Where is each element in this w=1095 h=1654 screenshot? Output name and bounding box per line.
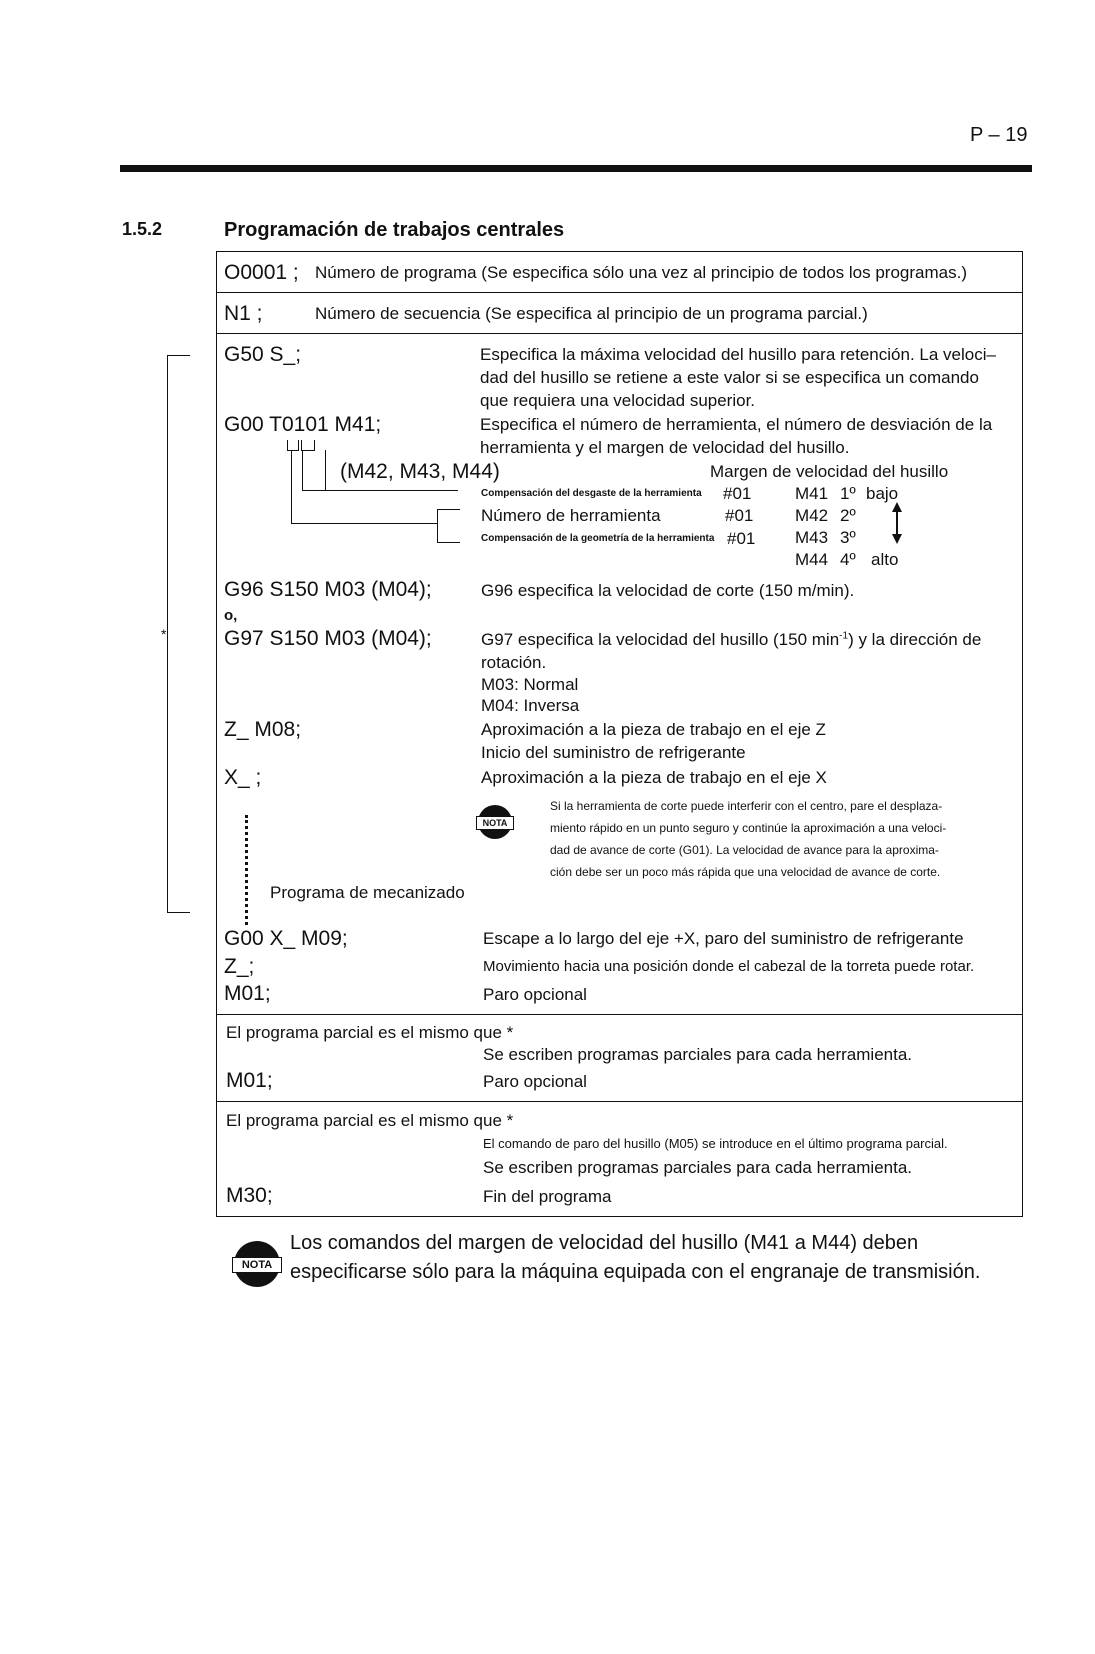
- gear-code: M43: [795, 528, 829, 547]
- m04-desc: M04: Inversa: [481, 696, 580, 715]
- gear-code: M44: [795, 550, 829, 569]
- nota-icon: NOTA: [478, 805, 512, 839]
- g50-line: que requiera una velocidad superior.: [480, 391, 756, 410]
- change-mark: *: [161, 626, 167, 642]
- geometry-bracket: [437, 509, 460, 543]
- m01-code: M01;: [226, 1069, 273, 1092]
- note-line: dad de avance de corte (G01). La velocidad de avance para la aproxima-: [550, 843, 939, 857]
- row-divider: [216, 1014, 1023, 1015]
- tool-row-num: #01: [727, 529, 756, 548]
- z-retract-desc: Movimiento hacia una posición donde el cabezal de la torreta puede rotar.: [483, 958, 975, 975]
- arrow-down-icon: [892, 534, 902, 544]
- m05-note: El comando de paro del husillo (M05) se introduce en el último programa parcial.: [483, 1136, 948, 1151]
- note-line: Si la herramienta de corte puede interferir con el centro, pare el desplaza-: [550, 799, 943, 813]
- m01-desc: Paro opcional: [483, 1072, 587, 1091]
- z-retract-code: Z_;: [224, 955, 255, 978]
- x-approach-code: X_ ;: [224, 766, 262, 789]
- g50-code: G50 S_;: [224, 343, 302, 366]
- program-number-desc: Número de programa (Se especifica sólo una vez al principio de todos los programas.): [315, 263, 967, 282]
- g00-escape-code: G00 X_ M09;: [224, 927, 348, 950]
- m01-desc: Paro opcional: [483, 985, 587, 1004]
- bottom-note-line: especificarse sólo para la máquina equipada con el engranaje de transmisión.: [290, 1261, 981, 1283]
- gear-ord: 3º: [840, 528, 856, 547]
- page-number: P – 19: [970, 124, 1028, 146]
- row-divider: [216, 1101, 1023, 1102]
- gear-ord: 4º: [840, 550, 856, 569]
- z-approach-desc: Aproximación a la pieza de trabajo en el eje Z: [481, 720, 826, 739]
- g97-desc: G97 especifica la velocidad del husillo (150 $\min^{-1}$) y la dirección de: [481, 630, 982, 649]
- bottom-note-line: Los comandos del margen de velocidad del husillo (M41 a M44) deben: [290, 1232, 919, 1254]
- change-bar: [167, 355, 190, 913]
- g00-tool-code: G00 T0101 M41;: [224, 413, 382, 436]
- dotted-continuation: [245, 815, 248, 925]
- partial-program-desc: Se escriben programas parciales para cada herramienta.: [483, 1045, 913, 1064]
- gear-code: M41: [795, 484, 829, 503]
- gear-code: M42: [795, 506, 829, 525]
- note-line: miento rápido en un punto seguro y continúe la aproximación a una veloci-: [550, 821, 947, 835]
- sequence-number-code: N1 ;: [224, 302, 263, 325]
- range-header: Margen de velocidad del husillo: [710, 462, 949, 481]
- range-codes: (M42, M43, M44): [340, 460, 500, 483]
- g00-line: Especifica el número de herramienta, el número de desviación de la: [480, 415, 993, 434]
- row-divider: [216, 333, 1023, 334]
- m01-code: M01;: [224, 982, 271, 1005]
- m30-code: M30;: [226, 1184, 273, 1207]
- m30-desc: Fin del programa: [483, 1187, 612, 1206]
- arrow-shaft: [896, 511, 898, 535]
- sequence-number-desc: Número de secuencia (Se especifica al principio de un programa parcial.): [315, 304, 868, 323]
- tool-row-label: Número de herramienta: [481, 506, 661, 525]
- tool-row-label: Compensación del desgaste de la herramienta: [481, 488, 702, 499]
- gear-word: alto: [871, 550, 899, 569]
- g96-desc: G96 especifica la velocidad de corte (150 m/min).: [481, 581, 855, 600]
- header-rule: [120, 165, 1032, 172]
- row-divider: [216, 292, 1023, 293]
- partial-program-same: El programa parcial es el mismo que *: [226, 1111, 514, 1130]
- g97-code: G97 S150 M03 (M04);: [224, 627, 432, 650]
- g97-desc-line: rotación.: [481, 653, 547, 672]
- section-title: Programación de trabajos centrales: [224, 219, 565, 241]
- or-label: o,: [224, 607, 238, 624]
- section-number: 1.5.2: [122, 219, 163, 239]
- program-number-code: O0001 ;: [224, 261, 299, 284]
- g00-line: herramienta y el margen de velocidad del husillo.: [480, 438, 850, 457]
- partial-program-same: El programa parcial es el mismo que *: [226, 1023, 514, 1042]
- gear-word: bajo: [866, 484, 899, 503]
- tool-row-label: Compensación de la geometría de la herramienta: [481, 533, 715, 544]
- tool-row-num: #01: [725, 506, 754, 525]
- g50-line: Especifica la máxima velocidad del husillo para retención. La veloci–: [480, 345, 996, 364]
- nota-icon: NOTA: [234, 1241, 280, 1287]
- z-approach-code: Z_ M08;: [224, 718, 302, 741]
- partial-program-desc: Se escriben programas parciales para cada herramienta.: [483, 1158, 913, 1177]
- note-line: ción debe ser un poco más rápida que una velocidad de avance de corte.: [550, 865, 941, 879]
- m03-desc: M03: Normal: [481, 675, 579, 694]
- g50-line: dad del husillo se retiene a este valor si se especifica un comando: [480, 368, 979, 387]
- coolant-on-desc: Inicio del suministro de refrigerante: [481, 743, 746, 762]
- tool-row-num: #01: [723, 484, 752, 503]
- x-approach-desc: Aproximación a la pieza de trabajo en el eje X: [481, 768, 827, 787]
- g96-code: G96 S150 M03 (M04);: [224, 578, 432, 601]
- machining-label: Programa de mecanizado: [270, 883, 465, 902]
- gear-ord: 1º: [840, 484, 856, 503]
- g00-escape-desc: Escape a lo largo del eje +X, paro del suministro de refrigerante: [483, 929, 964, 948]
- gear-ord: 2º: [840, 506, 856, 525]
